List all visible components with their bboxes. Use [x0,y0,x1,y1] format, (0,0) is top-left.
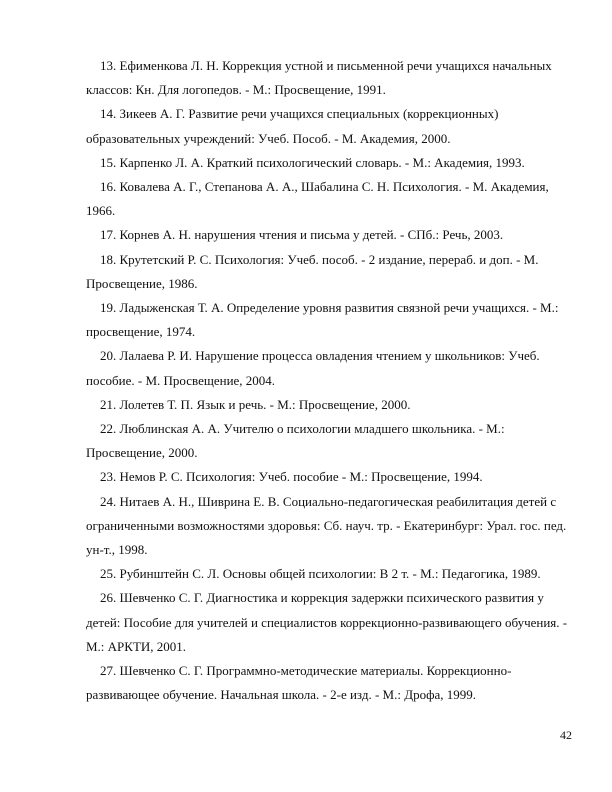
reference-item: 26. Шевченко С. Г. Диагностика и коррекция задержки психического развития у детей: Пособие для учителей и специалистов коррекционно-развивающего обучения. - М.: АРКТИ, 2001. [86,590,568,654]
reference-item: 13. Ефименкова Л. Н. Коррекция устной и письменной речи учащихся начальных классов: Кн. Для логопедов. - М.: Просвещение, 1991. [86,58,552,98]
page-number: 42 [560,728,572,742]
reference-item: 19. Ладыженская Т. А. Определение уровня развития связной речи учащихся. - М.: просвещение, 1974. [86,300,559,340]
reference-item: 14. Зикеев А. Г. Развитие речи учащихся специальных (коррекционных) образовательных учреждений: Учеб. Пособ. - М. Академия, 2000. [86,106,499,146]
reference-item: 25. Рубинштейн С. Л. Основы общей психологии: В 2 т. - М.: Педагогика, 1989. [100,566,541,582]
reference-item: 24. Нитаев А. Н., Шиврина Е. В. Социально-педагогическая реабилитация детей с ограниченными возможностями здоровья: Сб. науч. тр. - Екатеринбург: Урал. гос. пед. ун-т., 1998. [86,493,567,558]
reference-list [86,54,568,707]
reference-item: 20. Лалаева Р. И. Нарушение процесса овладения чтением у школьников: Учеб. пособие. - М. Просвещение, 2004. [86,348,540,388]
reference-item: 17. Корнев А. Н. нарушения чтения и письма у детей. - СПб.: Речь, 2003. [100,227,504,243]
reference-item: 16. Ковалева А. Г., Степанова А. А., Шабалина С. Н. Психология. - М. Академия, 1966. [86,179,549,219]
reference-item: 21. Лолетев Т. П. Язык и речь. - М.: Просвещение, 2000. [100,396,411,412]
reference-item: 18. Крутетский Р. С. Психология: Учеб. пособ. - 2 издание, перераб. и доп. - М. Просвещение, 1986. [86,251,539,291]
reference-item: 23. Немов Р. С. Психология: Учеб. пособие - М.: Просвещение, 1994. [100,469,483,485]
reference-item: 22. Люблинская А. А. Учителю о психологии младшего школьника. - М.: Просвещение, 2000. [86,421,505,461]
reference-item: 15. Карпенко Л. А. Краткий психологический словарь. - М.: Академия, 1993. [100,154,525,170]
reference-item: 27. Шевченко С. Г. Программно-методические материалы. Коррекционно-развивающее обучение. Начальная школа. - 2-е изд. - М.: Дрофа, 1999. [86,663,512,703]
